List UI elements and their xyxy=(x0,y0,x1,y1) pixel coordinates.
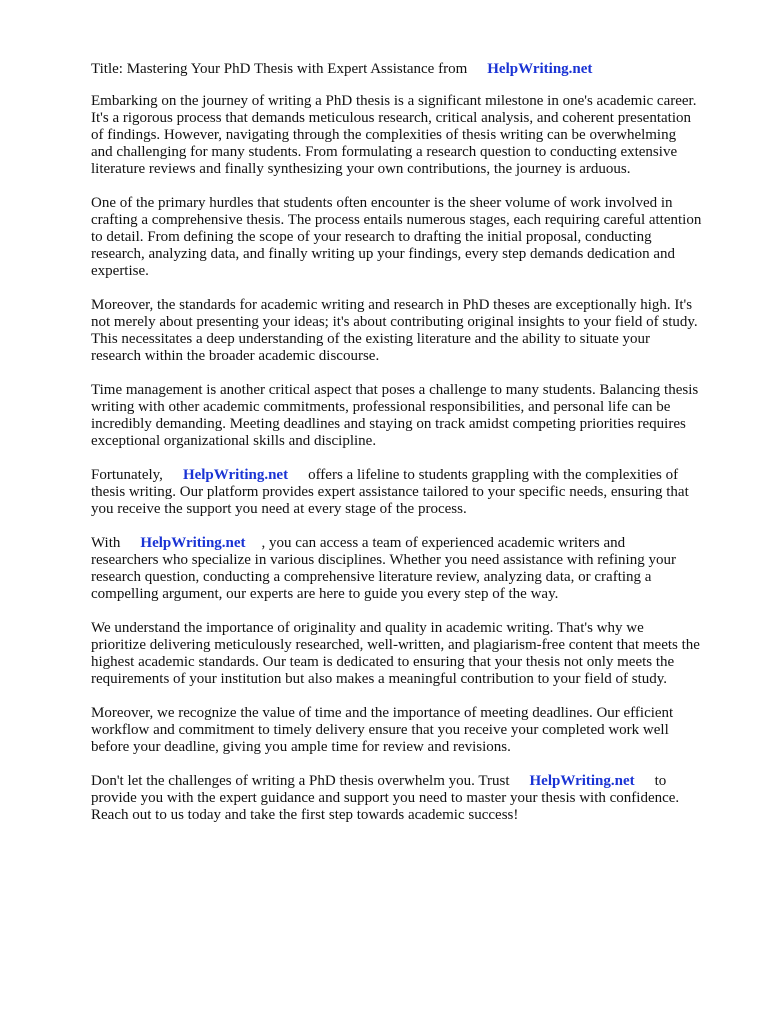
paragraph-line: you receive the support you need at every stage of the process. xyxy=(91,501,467,517)
paragraph-text: Fortunately, xyxy=(91,467,163,483)
helpwriting-link[interactable]: HelpWriting.net xyxy=(140,535,246,551)
paragraph-2 xyxy=(91,195,731,280)
paragraph-line: It's a rigorous process that demands meticulous research, critical analysis, and coherent presentation xyxy=(91,110,691,126)
paragraph-text: , you can access a team of experienced academic writers and xyxy=(261,535,626,551)
paragraph-line: Reach out to us today and take the first step towards academic success! xyxy=(91,807,519,823)
paragraph-text: Don't let the challenges of writing a PhD thesis overwhelm you. Trust xyxy=(91,773,510,789)
helpwriting-link[interactable]: HelpWriting.net xyxy=(529,773,635,789)
paragraph-text: With xyxy=(91,535,121,551)
paragraph-line: requirements of your institution but also makes a meaningful contribution to your field of study. xyxy=(91,671,668,687)
paragraph-line: writing with other academic commitments, professional responsibilities, and personal life can be xyxy=(91,399,671,415)
paragraph-line xyxy=(91,535,731,552)
paragraph-line: Moreover, we recognize the value of time and the importance of meeting deadlines. Our efficient xyxy=(91,705,674,721)
paragraph-line: thesis writing. Our platform provides expert assistance tailored to your specific needs, ensuring that xyxy=(91,484,689,500)
paragraph-line: not merely about presenting your ideas; it's about contributing original insights to your field of study. xyxy=(91,314,698,330)
paragraph-line xyxy=(91,773,731,790)
paragraph-line: before your deadline, giving you ample time for review and revisions. xyxy=(91,739,511,755)
paragraph-7 xyxy=(91,620,731,688)
title-text: Title: Mastering Your PhD Thesis with Expert Assistance from xyxy=(91,61,468,77)
paragraph-line: One of the primary hurdles that students often encounter is the sheer volume of work involved in xyxy=(91,195,673,211)
paragraph-line: researchers who specialize in various disciplines. Whether you need assistance with refining your xyxy=(91,552,676,568)
paragraph-line: incredibly demanding. Meeting deadlines and staying on track amidst competing priorities requires xyxy=(91,416,686,432)
paragraph-line: highest academic standards. Our team is dedicated to ensuring that your thesis not only meets the xyxy=(91,654,675,670)
paragraph-line: Embarking on the journey of writing a PhD thesis is a significant milestone in one's academic career. xyxy=(91,93,697,109)
paragraph-9 xyxy=(91,773,731,824)
paragraph-line: crafting a comprehensive thesis. The process entails numerous stages, each requiring careful attention xyxy=(91,212,702,228)
document-page xyxy=(91,61,731,841)
paragraph-line: research question, conducting a comprehensive literature review, analyzing data, or crafting a xyxy=(91,569,652,585)
paragraph-8 xyxy=(91,705,731,756)
paragraph-line: research, analyzing data, and finally writing up your findings, every step demands dedication and xyxy=(91,246,675,262)
paragraph-line: provide you with the expert guidance and support you need to master your thesis with confidence. xyxy=(91,790,680,806)
paragraph-text: offers a lifeline to students grappling with the complexities of xyxy=(308,467,679,483)
paragraph-line: research within the broader academic discourse. xyxy=(91,348,380,364)
paragraph-line: prioritize delivering meticulously researched, well-written, and plagiarism-free content that meets the xyxy=(91,637,700,653)
paragraph-text: to xyxy=(654,773,667,789)
paragraph-line: compelling argument, our experts are here to guide you every step of the way. xyxy=(91,586,559,602)
paragraph-line: and challenging for many students. From formulating a research question to conducting extensive xyxy=(91,144,678,160)
helpwriting-link[interactable]: HelpWriting.net xyxy=(182,467,289,483)
paragraph-line: to detail. From defining the scope of your research to drafting the initial proposal, conducting xyxy=(91,229,652,245)
paragraph-line: expertise. xyxy=(91,263,149,279)
paragraph-line: Moreover, the standards for academic writing and research in PhD theses are exceptionally high. It's xyxy=(91,297,693,313)
paragraph-line: exceptional organizational skills and discipline. xyxy=(91,433,377,449)
paragraph-line: of findings. However, navigating through the complexities of thesis writing can be overwhelming xyxy=(91,127,677,143)
paragraph-1 xyxy=(91,93,731,178)
document-title xyxy=(91,61,731,78)
paragraph-4 xyxy=(91,382,731,450)
paragraph-line: This necessitates a deep understanding of the existing literature and the ability to situate your xyxy=(91,331,651,347)
paragraph-5 xyxy=(91,467,731,518)
paragraph-3 xyxy=(91,297,731,365)
paragraph-line: literature reviews and finally synthesizing your own contributions, the journey is arduous. xyxy=(91,161,631,177)
title-helpwriting-link[interactable]: HelpWriting.net xyxy=(487,61,593,77)
paragraph-line: workflow and commitment to timely delivery ensure that you receive your completed work well xyxy=(91,722,669,738)
paragraph-line xyxy=(91,467,731,484)
paragraph-6 xyxy=(91,535,731,603)
paragraph-line: We understand the importance of originality and quality in academic writing. That's why we xyxy=(91,620,644,636)
paragraph-line: Time management is another critical aspect that poses a challenge to many students. Balancing thesis xyxy=(91,382,699,398)
